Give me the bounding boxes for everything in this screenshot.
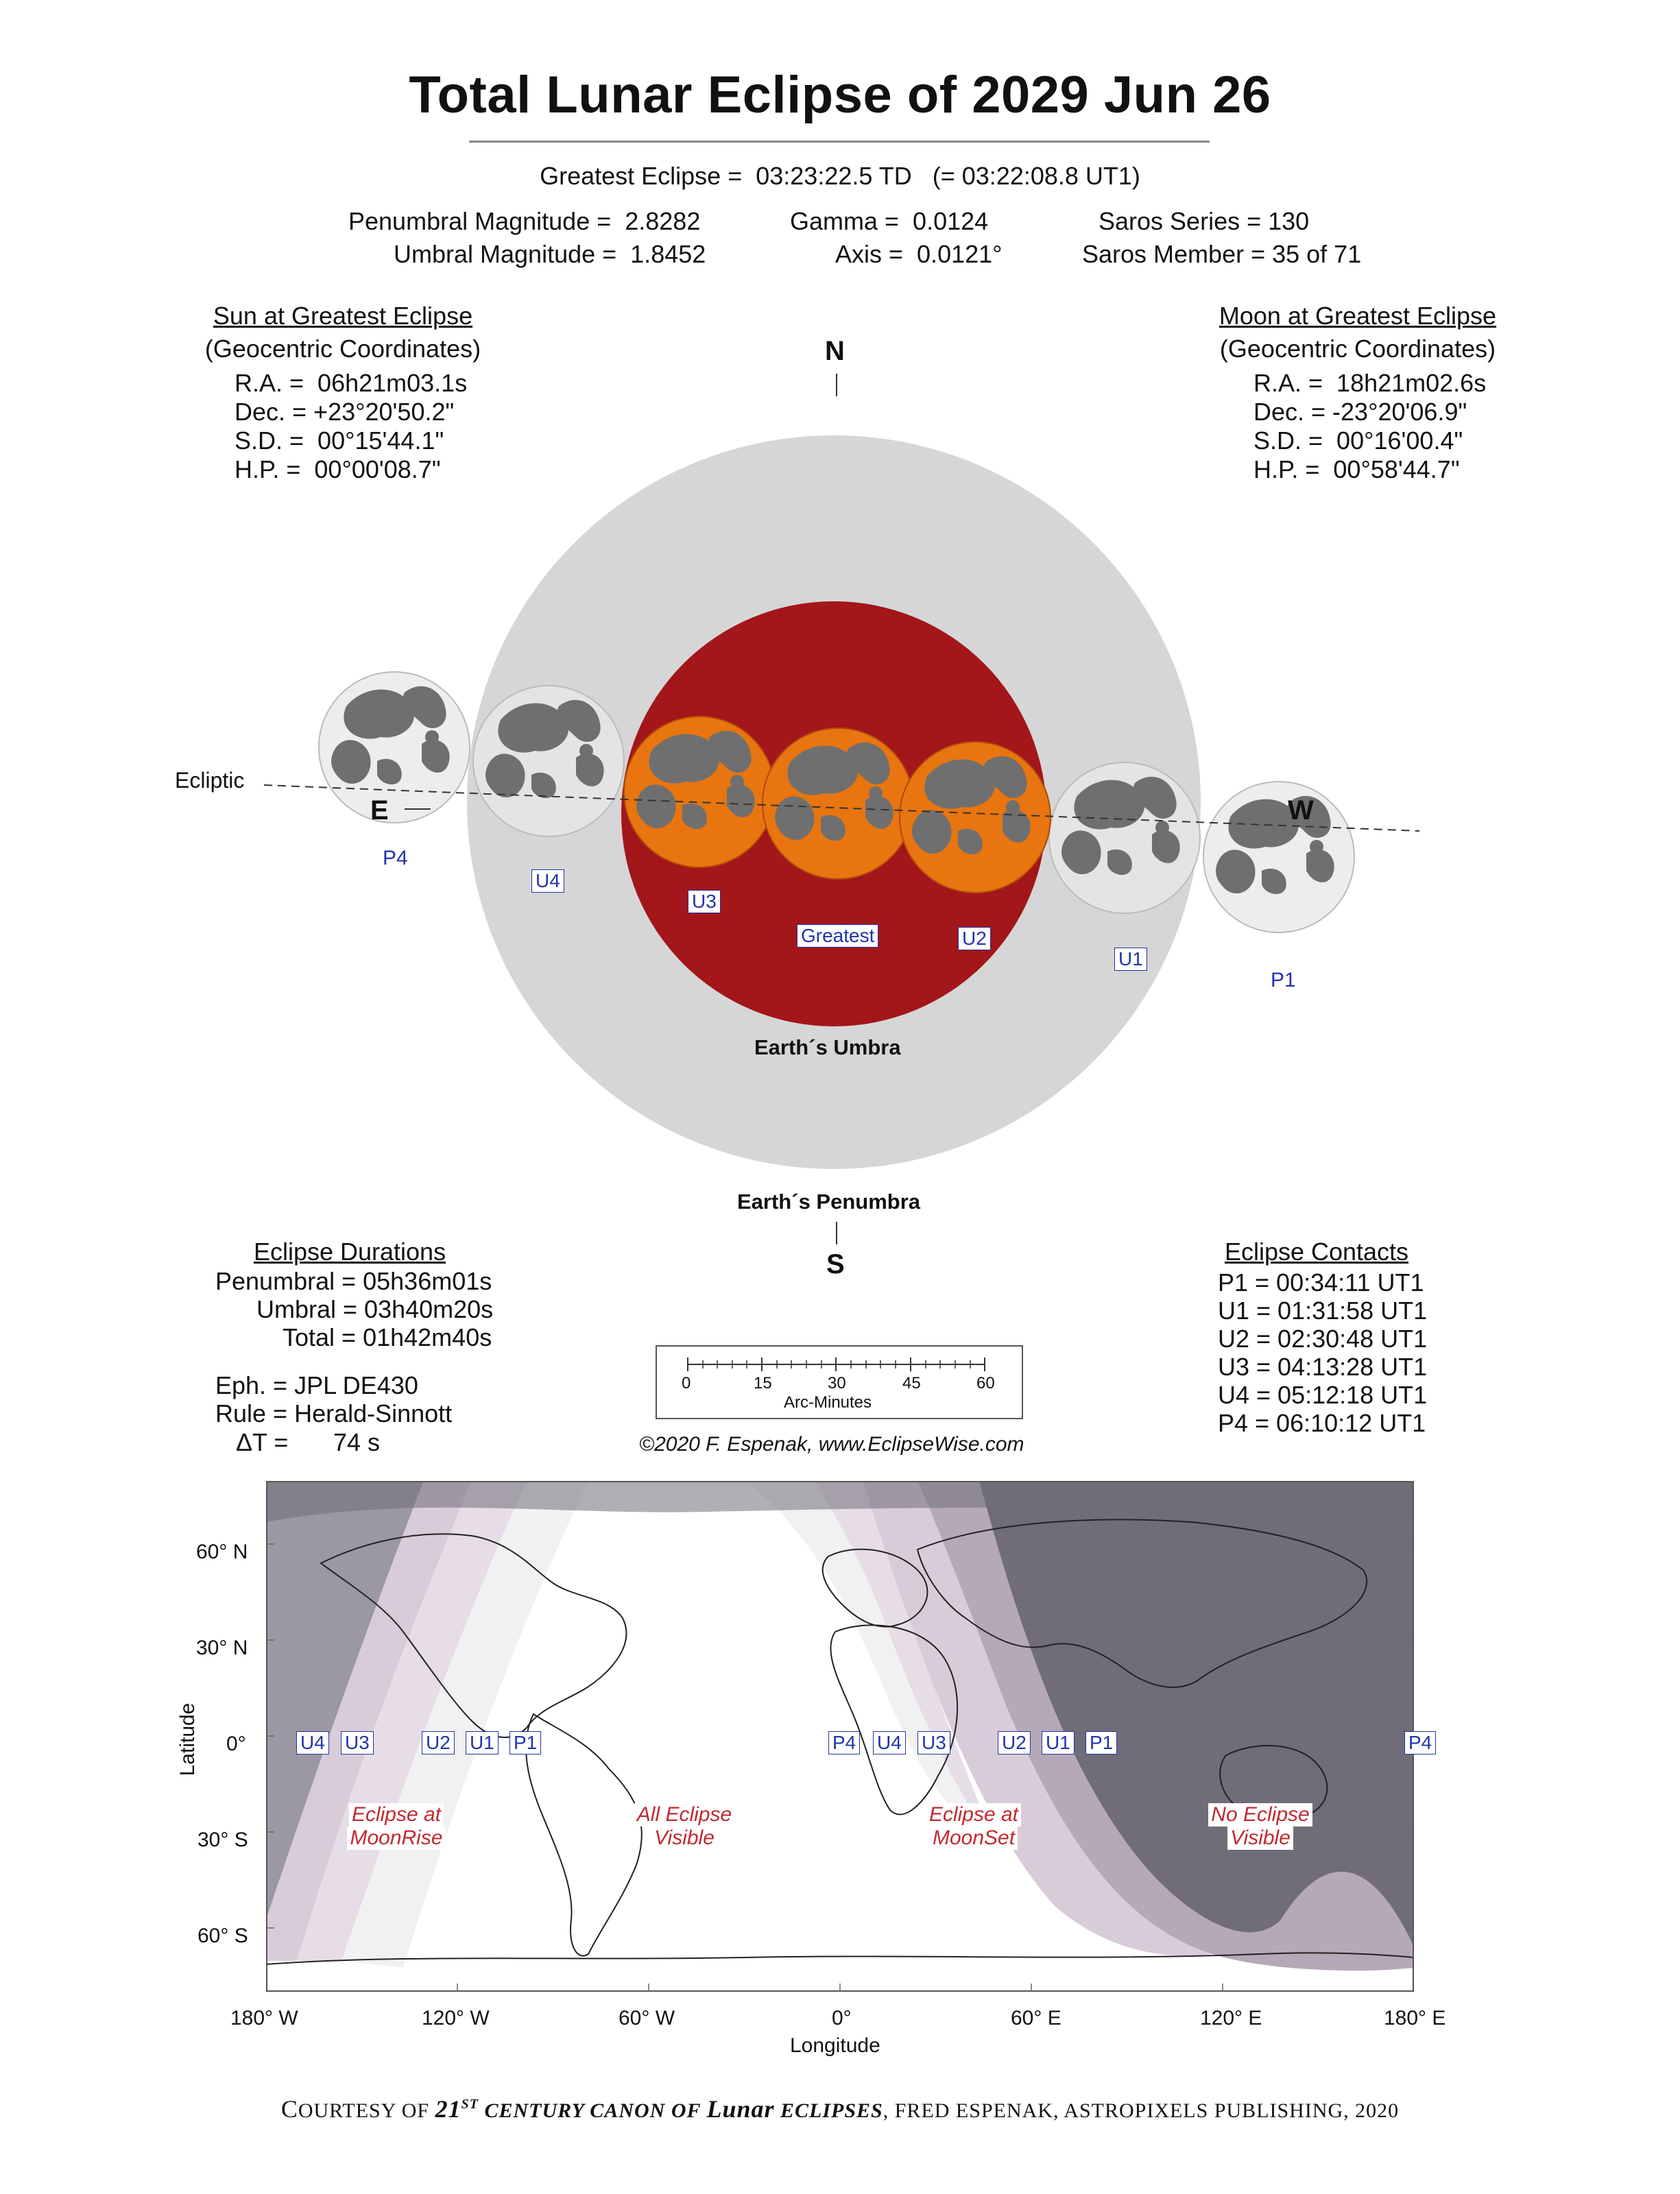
east-label: E xyxy=(370,795,389,825)
moon-u2 xyxy=(900,742,1051,893)
map-contact-p1-right: P1 xyxy=(1085,1731,1117,1755)
map-contact-u4-left: U4 xyxy=(296,1731,329,1755)
zone-all-visible xyxy=(616,1803,753,1850)
copyright: ©2020 F. Espenak, www.EclipseWise.com xyxy=(639,1433,1024,1456)
zone-moonset xyxy=(905,1803,1042,1850)
eclipse-durations xyxy=(206,1238,494,1266)
moon-sub: (Geocentric Coordinates) xyxy=(1219,335,1496,363)
footer-st: ST xyxy=(461,2097,479,2112)
rule: Rule = Herald-Sinnott xyxy=(215,1399,453,1427)
map-contact-p4-right: P4 xyxy=(1404,1731,1436,1755)
contact-p4: P4 = 06:10:12 UT1 xyxy=(1218,1409,1426,1437)
contacts-heading: Eclipse Contacts xyxy=(1224,1238,1409,1266)
lat-tick-30s: 30° S xyxy=(197,1829,248,1851)
moon-p1 xyxy=(1203,782,1354,932)
map-contact-p1-left: P1 xyxy=(509,1731,541,1755)
scale-tick-15: 15 xyxy=(754,1374,772,1393)
map-contact-u3-left: U3 xyxy=(341,1731,374,1755)
label-u2: U2 xyxy=(958,927,991,950)
gamma-value: Gamma = 0.0124 xyxy=(790,207,989,235)
label-p4: P4 xyxy=(383,847,408,869)
moon-hp: H.P. = 00°58'44.7" xyxy=(1253,455,1460,483)
map-contact-u1-right: U1 xyxy=(1042,1731,1075,1755)
label-u3: U3 xyxy=(688,890,721,913)
zone-moonset-line2: MoonSet xyxy=(930,1827,1018,1850)
lon-tick-120w: 120° W xyxy=(422,2007,490,2029)
footer-courtesy: OURTESY OF xyxy=(298,2099,435,2122)
footer-credit xyxy=(0,2095,1680,2123)
footer-lunar: Lunar xyxy=(706,2095,775,2123)
footer-eclipses: ECLIPSES xyxy=(774,2099,883,2122)
moon-heading: Moon at Greatest Eclipse xyxy=(1219,302,1497,330)
lon-tick-180w: 180° W xyxy=(230,2007,298,2029)
contact-u1: U1 = 01:31:58 UT1 xyxy=(1218,1297,1428,1325)
scale-tick-0: 0 xyxy=(682,1374,691,1393)
map-contact-u2-left: U2 xyxy=(422,1731,455,1755)
eclipse-contacts xyxy=(1166,1238,1467,1266)
duration-total: Total = 01h42m40s xyxy=(283,1323,492,1351)
zone-moonrise xyxy=(328,1803,465,1850)
north-label: N xyxy=(825,336,845,366)
map-contact-u4-right: U4 xyxy=(873,1731,906,1755)
umbral-magnitude: Umbral Magnitude = 1.8452 xyxy=(394,240,706,268)
map-xlabel: Longitude xyxy=(790,2034,880,2057)
zone-all-line1: All Eclipse xyxy=(634,1803,734,1827)
zone-moonset-line1: Eclipse at xyxy=(926,1803,1021,1827)
umbra-label: Earth´s Umbra xyxy=(754,1035,901,1059)
lat-tick-60s: 60° S xyxy=(197,1925,248,1947)
footer-century: CENTURY CANON OF xyxy=(478,2099,707,2122)
moon-greatest xyxy=(763,728,913,879)
sun-sd: S.D. = 00°15'44.1" xyxy=(235,426,444,455)
sun-dec: Dec. = +23°20'50.2" xyxy=(235,398,455,426)
label-u4: U4 xyxy=(531,869,564,893)
saros-series: Saros Series = 130 xyxy=(1099,207,1310,235)
penumbral-magnitude: Penumbral Magnitude = 2.8282 xyxy=(348,207,701,235)
saros-member: Saros Member = 35 of 71 xyxy=(1082,240,1362,268)
contact-p1: P1 = 00:34:11 UT1 xyxy=(1218,1268,1424,1297)
page-title: Total Lunar Eclipse of 2029 Jun 26 xyxy=(409,66,1271,124)
axis-value: Axis = 0.0121° xyxy=(835,240,1003,268)
penumbra-label: Earth´s Penumbra xyxy=(737,1190,921,1214)
scale-tick-60: 60 xyxy=(976,1374,995,1393)
zone-all-line2: Visible xyxy=(651,1827,717,1850)
moon-ra: R.A. = 18h21m02.6s xyxy=(1253,369,1487,397)
zone-moonrise-line1: Eclipse at xyxy=(349,1803,444,1827)
moon-u4 xyxy=(473,686,624,836)
ecliptic-label: Ecliptic xyxy=(175,768,245,793)
footer-num: 21 xyxy=(435,2095,461,2123)
moon-p4 xyxy=(319,672,470,823)
greatest-eclipse-line: Greatest Eclipse = 03:23:22.5 TD (= 03:22:08.8 UT1) xyxy=(540,162,1140,190)
moon-u3 xyxy=(624,716,775,867)
label-p1: P1 xyxy=(1271,969,1296,991)
duration-umbral: Umbral = 03h40m20s xyxy=(256,1295,494,1323)
map-contact-u2-right: U2 xyxy=(998,1731,1031,1755)
footer-c: C xyxy=(280,2095,298,2123)
contact-u4: U4 = 05:12:18 UT1 xyxy=(1218,1381,1428,1409)
scale-tick-30: 30 xyxy=(828,1374,846,1393)
map-contact-u3-right: U3 xyxy=(917,1731,950,1755)
moon-u1 xyxy=(1049,762,1200,913)
lat-tick-0: 0° xyxy=(226,1733,246,1755)
zone-none-line2: Visible xyxy=(1227,1827,1293,1850)
map-ylabel: Latitude xyxy=(176,1702,199,1776)
lon-tick-120e: 120° E xyxy=(1200,2007,1262,2029)
duration-penumbral: Penumbral = 05h36m01s xyxy=(215,1267,492,1295)
moon-dec: Dec. = -23°20'06.9" xyxy=(1253,398,1467,426)
map-contact-u1-left: U1 xyxy=(466,1731,499,1755)
delta-t-value: 74 s xyxy=(333,1428,381,1456)
durations-heading: Eclipse Durations xyxy=(253,1238,446,1266)
map-contact-p4-mid: P4 xyxy=(828,1731,860,1755)
ephemeris: Eph. = JPL DE430 xyxy=(215,1371,418,1399)
west-label: W xyxy=(1288,795,1314,825)
moon-sd: S.D. = 00°16'00.4" xyxy=(1253,426,1463,455)
sun-heading: Sun at Greatest Eclipse xyxy=(213,302,473,330)
scale-tick-45: 45 xyxy=(902,1374,921,1393)
lon-tick-60w: 60° W xyxy=(619,2007,675,2029)
sun-ra: R.A. = 06h21m03.1s xyxy=(235,369,468,397)
delta-t-label: ΔT = xyxy=(236,1428,289,1456)
lon-tick-180e: 180° E xyxy=(1384,2007,1446,2029)
lon-tick-60e: 60° E xyxy=(1011,2007,1061,2029)
sun-sub: (Geocentric Coordinates) xyxy=(204,335,481,363)
south-label: S xyxy=(826,1249,845,1279)
zone-none-line1: No Eclipse xyxy=(1208,1803,1312,1827)
contact-u2: U2 = 02:30:48 UT1 xyxy=(1218,1325,1428,1353)
label-greatest: Greatest xyxy=(797,924,878,948)
zone-no-eclipse xyxy=(1192,1803,1329,1850)
lon-tick-0: 0° xyxy=(832,2007,852,2029)
lat-tick-30n: 30° N xyxy=(196,1637,248,1659)
lat-tick-60n: 60° N xyxy=(196,1541,248,1563)
sun-hp: H.P. = 00°00'08.7" xyxy=(235,455,441,483)
footer-rest: , FRED ESPENAK, ASTROPIXELS PUBLISHING, 2020 xyxy=(883,2099,1400,2122)
contact-u3: U3 = 04:13:28 UT1 xyxy=(1218,1353,1428,1381)
scale-unit: Arc-Minutes xyxy=(784,1393,872,1412)
label-u1: U1 xyxy=(1114,948,1147,971)
zone-moonrise-line2: MoonRise xyxy=(347,1827,445,1850)
